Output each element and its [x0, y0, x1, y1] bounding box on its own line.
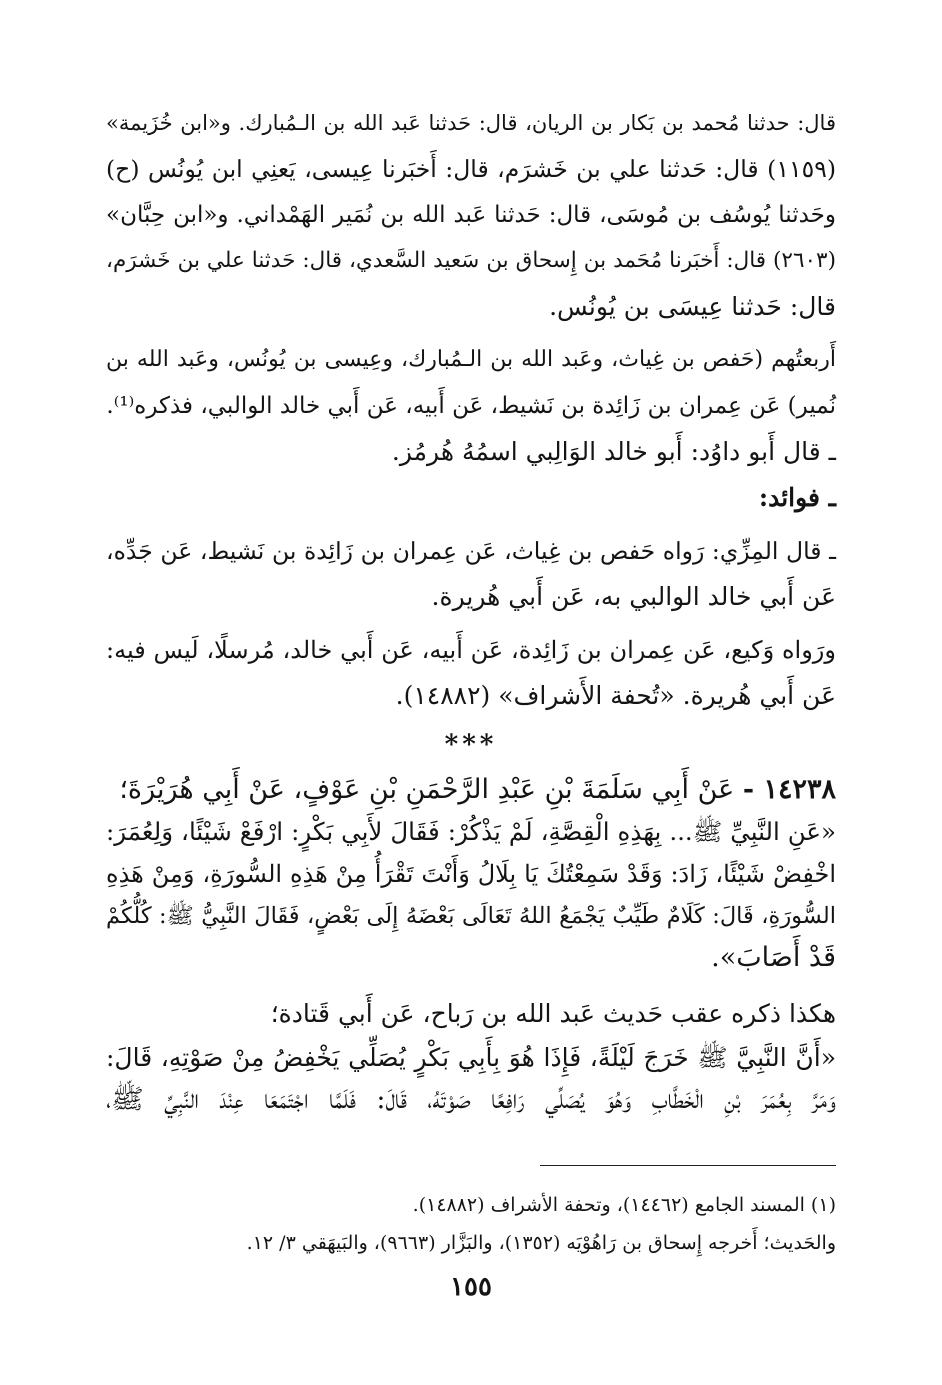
main-text: [106, 100, 836, 1121]
text-line: قال: حدثنا مُحمد بن بَكار بن الريان، قال: حَدثنا عَبد الله بن الـمُبارك. و«ابن خُزَيمة»: [106, 111, 836, 135]
isnad-block: [106, 100, 836, 330]
summary-block: [106, 337, 836, 429]
text-line: ـ قال المِزِّي: رَواه حَفص بن غِياث، عَن عِمران بن زَائِدة بن نَشيط، عَن جَدِّه،: [106, 537, 836, 565]
qatada-hadith: [106, 1037, 836, 1121]
text-line: نُمير) عَن عِمران بن زَائِدة بن نَشيط، عَن أَبيه، عَن أَبي خالد الوالبي، فذكره⁽¹⁾.: [106, 393, 836, 419]
page-number: ١٥٥: [450, 1272, 492, 1302]
fawaid-heading: ـ فوائد:: [758, 483, 836, 512]
qatada-intro: هكذا ذكره عقب حَديث عَبد الله بن رَباح، عَن أَبي قَتادة؛: [270, 999, 836, 1028]
text-line: عَن أَبي خالد الوالبي به، عَن أَبي هُريرة.: [431, 582, 836, 611]
text-line: قال: حَدثنا عِيسَى بن يُونُس.: [549, 292, 836, 321]
text-line: عَن أَبي هُريرة. «تُحفة الأَشراف» (١٤٨٨٢).: [395, 681, 836, 710]
hadith-line: «أَنَّ النَّبِيَّ ﷺ خَرَجَ لَيْلَةً، فَإِذَا هُوَ بِأَبِي بَكْرٍ يُصَلِّي يَخْفِضُ مِنْ صَوْتِهِ، قَالَ:: [106, 1043, 836, 1072]
hadith-number: ١٤٢٣٨ -: [742, 774, 836, 805]
text-line: (٢٦٠٣) قال: أَخبَرنا مُحَمد بن إِسحاق بن سَعيد السَّعدي، قال: حَدثنا علي بن خَشرَم،: [106, 248, 836, 273]
hadith-line: السُّورَةِ، قَالَ: كَلَامٌ طَيِّبٌ يَجْمَعُ اللهُ تَعَالَى بَعْضَهُ إِلَى بَعْضٍ، فَقَالَ النَّبِيُّ ﷺ: كُلُّكُمْ: [106, 903, 836, 929]
fawaid-block: [106, 528, 836, 620]
hadith-line: وَمَرَّ بِعُمَرَ بْنِ الْخَطَّابِ وَهُوَ يُصَلِّي رَافِعًا صَوْتَهُ، قَالَ: فَلَمَّا اجْتَمَعَا عِنْدَ النَّبِيِّ ﷺ،: [106, 1084, 836, 1115]
hadith-14238: [106, 769, 836, 979]
section-divider: ***: [444, 730, 498, 760]
text-line: وحَدثنا يُوسُف بن مُوسَى، قال: حَدثنا عَبد الله بن نُمَير الهَمْداني. و«ابن حِبَّان»: [106, 202, 836, 228]
text-line: (١١٥٩) قال: حَدثنا علي بن خَشرَم، قال: أَخبَرنا عِيسى، يَعنِي ابن يُونُس (ح): [106, 155, 836, 183]
hadith-line: «عَنِ النَّبِيِّ ﷺ... بِهَذِهِ الْقِصَّةِ، لَمْ يَذْكُرْ: فَقَالَ لأَبِي بَكْرٍ: ارْفَعْ شَيْئًا، وَلِعُمَرَ:: [106, 817, 836, 846]
hadith-line: قَدْ أَصَابَ».: [711, 942, 836, 973]
hadith-line: اخْفِضْ شَيْئًا، زَادَ: وَقَدْ سَمِعْتُكَ يَا بِلَالُ وَأَنْتَ تَقْرَأُ مِنْ هَذِهِ السُّورَةِ، وَمِنْ هَذِهِ: [106, 860, 836, 888]
footnote-separator: [540, 1165, 836, 1166]
footnotes: [106, 1186, 836, 1262]
waki-block: [106, 627, 836, 719]
text-line: أَربعتُهم (حَفص بن غِياث، وعَبد الله بن الـمُبارك، وعِيسى بن يُونُس، وعَبد الله بن: [106, 347, 836, 372]
text-line: ورَواه وَكيع، عَن عِمران بن زَائِدة، عَن أَبيه، عَن أَبي خالد، مُرسلًا، لَيس فيه:: [106, 636, 836, 664]
footnote: والحَديث؛ أَخرجه إِسحاق بن رَاهُوْيَه (١٣٥٢)، والبَزَّار (٩٦٦٣)، والبَيهَقي ٣/ ١٢.: [246, 1232, 836, 1254]
footnote: (١) المسند الجامع (١٤٤٦٢)، وتحفة الأشراف (١٤٨٨٢).: [412, 1194, 836, 1216]
hadith-heading-line: [106, 769, 836, 811]
abu-dawud-note: ـ قال أَبو داوُد: أَبو خالد الوَالِبي اسمُهُ هُرمُز.: [391, 437, 836, 466]
hadith-heading: عَنْ أَبِي سَلَمَةَ بْنِ عَبْدِ الرَّحْمَنِ بْنِ عَوْفٍ، عَنْ أَبِي هُرَيْرَةَ؛: [119, 774, 735, 805]
